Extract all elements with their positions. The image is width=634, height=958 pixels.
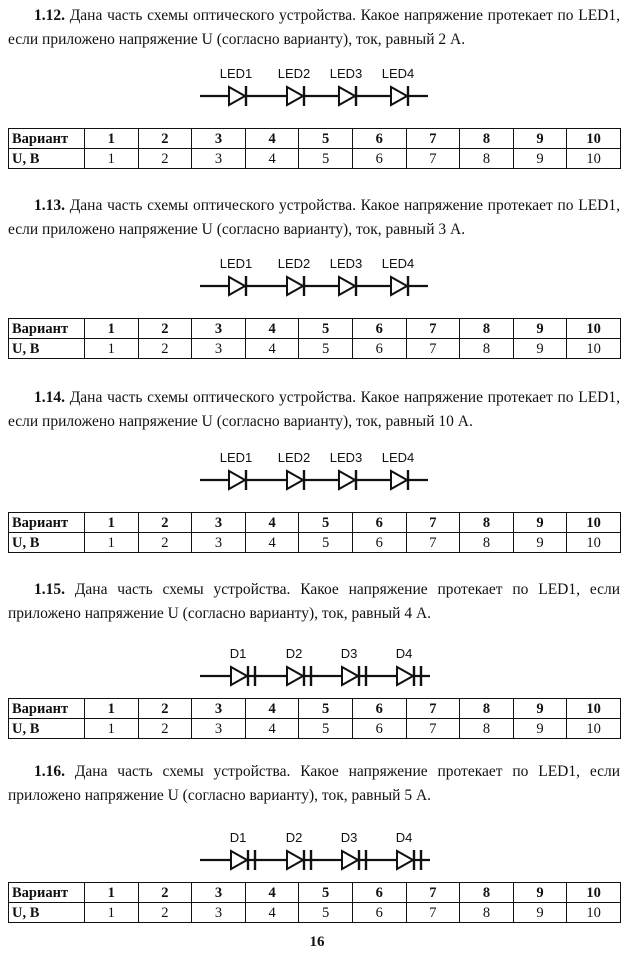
led-symbol [339,86,356,106]
problem-number: 1.12. [34,7,65,24]
component-label: LED1 [219,256,253,271]
voltage-cell: 6 [352,339,406,359]
voltage-cell: 3 [192,719,246,739]
voltage-row [9,149,621,169]
variant-header-label: Вариант [9,883,85,903]
voltage-cell: 7 [406,339,460,359]
problem-statement: Дана часть схемы оптического устройства. Какое напряжение протекает по LED1, если приложено напряжение U (согласно варианту), ток, равный 2 А. [8,7,620,48]
component-label: LED1 [219,66,253,81]
variant-cell: 2 [138,129,192,149]
voltage-cell: 2 [138,149,192,169]
voltage-row [9,903,621,923]
variant-cell: 4 [245,513,299,533]
diode-triangle [287,87,303,105]
variant-cell: 3 [192,883,246,903]
diode-triangle [231,667,247,685]
variant-cell: 6 [352,129,406,149]
circuit-svg [0,822,634,872]
voltage-cell: 3 [192,903,246,923]
problem-text [8,4,620,52]
component-label: D3 [340,830,358,845]
circuit-svg [0,58,634,108]
voltage-row-label: U, В [9,533,85,553]
variant-cell: 4 [245,883,299,903]
voltage-cell: 8 [460,719,514,739]
variant-cell: 8 [460,129,514,149]
problem-statement: Дана часть схемы устройства. Какое напряжение протекает по LED1, если приложено напряжение U (согласно варианту), ток, равный 4 А. [8,581,620,622]
voltage-cell: 6 [352,533,406,553]
circuit-diagram [0,248,634,298]
voltage-cell: 7 [406,533,460,553]
led-symbol [287,470,304,490]
variant-cell: 6 [352,699,406,719]
variant-cell: 5 [299,129,353,149]
diode-triangle [287,277,303,295]
component-label: LED1 [219,450,253,465]
voltage-row [9,533,621,553]
variant-cell: 5 [299,319,353,339]
variant-cell: 4 [245,129,299,149]
variant-cell: 10 [567,513,621,533]
voltage-cell: 2 [138,719,192,739]
voltage-cell: 1 [85,719,139,739]
voltage-cell: 5 [299,719,353,739]
variant-cell: 10 [567,129,621,149]
voltage-cell: 6 [352,903,406,923]
voltage-cell: 3 [192,149,246,169]
voltage-cell: 1 [85,533,139,553]
diode-triangle [229,87,245,105]
diode-triangle [391,277,407,295]
diode-triangle [342,667,358,685]
variant-cell: 10 [567,319,621,339]
circuit-diagram [0,822,634,872]
variant-cell: 5 [299,699,353,719]
led-symbol [339,470,356,490]
diode-triangle [342,851,358,869]
component-label: D3 [340,646,358,661]
voltage-row [9,719,621,739]
led-symbol [391,276,408,296]
voltage-cell: 2 [138,339,192,359]
variant-cell: 1 [85,883,139,903]
component-label: LED4 [381,450,415,465]
voltage-cell: 7 [406,903,460,923]
variant-cell: 10 [567,883,621,903]
circuit-diagram [0,442,634,492]
variant-cell: 9 [513,883,567,903]
problem-statement: Дана часть схемы устройства. Какое напряжение протекает по LED1, если приложено напряжение U (согласно варианту), ток, равный 5 А. [8,763,620,804]
problem-text [8,386,620,434]
page-number: 16 [309,934,325,950]
variant-cell: 7 [406,513,460,533]
variant-header-label: Вариант [9,129,85,149]
variant-cell: 4 [245,319,299,339]
voltage-cell: 7 [406,719,460,739]
voltage-cell: 1 [85,149,139,169]
voltage-cell: 10 [567,903,621,923]
led-symbol [229,470,246,490]
component-label: D4 [395,830,413,845]
variant-cell: 6 [352,883,406,903]
diode-triangle [397,851,413,869]
diode-triangle [339,277,355,295]
problem-number: 1.14. [34,389,65,406]
diode-triangle [339,471,355,489]
component-label: LED2 [277,256,311,271]
voltage-cell: 3 [192,339,246,359]
variant-cell: 2 [138,883,192,903]
voltage-cell: 9 [513,533,567,553]
diode-triangle [391,87,407,105]
led-symbol [287,276,304,296]
problem-number: 1.15. [34,581,65,598]
voltage-cell: 5 [299,533,353,553]
voltage-cell: 5 [299,149,353,169]
component-label: LED2 [277,450,311,465]
voltage-cell: 2 [138,903,192,923]
voltage-row-label: U, В [9,903,85,923]
variant-cell: 8 [460,699,514,719]
problem-text [8,760,620,808]
led-symbol [391,86,408,106]
variant-cell: 9 [513,699,567,719]
diode-triangle [231,851,247,869]
diode-triangle [391,471,407,489]
component-label: LED4 [381,256,415,271]
circuit-svg [0,248,634,298]
variant-header-label: Вариант [9,319,85,339]
component-label: LED3 [329,66,363,81]
problem-number: 1.13. [34,197,65,214]
variant-cell: 7 [406,883,460,903]
variant-table [8,698,621,739]
voltage-cell: 5 [299,903,353,923]
component-label: D1 [229,830,247,845]
voltage-cell: 10 [567,149,621,169]
led-symbol [287,86,304,106]
circuit-svg [0,442,634,492]
voltage-cell: 8 [460,149,514,169]
variant-header-row [9,129,621,149]
component-label: D4 [395,646,413,661]
voltage-cell: 6 [352,719,406,739]
variant-header-row [9,513,621,533]
component-label: LED3 [329,450,363,465]
variant-cell: 6 [352,319,406,339]
variant-table [8,882,621,923]
diode-triangle [339,87,355,105]
voltage-row-label: U, В [9,339,85,359]
variant-header-label: Вариант [9,699,85,719]
led-symbol [229,276,246,296]
variant-cell: 4 [245,699,299,719]
variant-cell: 7 [406,319,460,339]
variant-cell: 2 [138,513,192,533]
variant-table [8,128,621,169]
voltage-cell: 9 [513,903,567,923]
variant-cell: 8 [460,319,514,339]
variant-cell: 3 [192,129,246,149]
variant-cell: 8 [460,883,514,903]
voltage-cell: 8 [460,533,514,553]
voltage-cell: 7 [406,149,460,169]
variant-header-row [9,699,621,719]
circuit-diagram [0,638,634,688]
diode-triangle [397,667,413,685]
variant-cell: 3 [192,513,246,533]
problem-statement: Дана часть схемы оптического устройства. Какое напряжение протекает по LED1, если приложено напряжение U (согласно варианту), ток, равный 10 А. [8,389,620,430]
voltage-cell: 8 [460,903,514,923]
led-symbol [391,470,408,490]
variant-cell: 9 [513,513,567,533]
voltage-cell: 8 [460,339,514,359]
variant-cell: 1 [85,699,139,719]
component-label: LED4 [381,66,415,81]
variant-header-label: Вариант [9,513,85,533]
voltage-cell: 9 [513,149,567,169]
diode-triangle [287,667,303,685]
voltage-cell: 10 [567,533,621,553]
variant-cell: 2 [138,319,192,339]
voltage-cell: 9 [513,719,567,739]
voltage-cell: 1 [85,903,139,923]
problem-number: 1.16. [34,763,65,780]
variant-cell: 1 [85,513,139,533]
variant-cell: 10 [567,699,621,719]
voltage-cell: 4 [245,339,299,359]
diode-triangle [229,471,245,489]
voltage-cell: 2 [138,533,192,553]
component-label: D2 [285,646,303,661]
component-label: D2 [285,830,303,845]
variant-table [8,512,621,553]
variant-cell: 7 [406,699,460,719]
voltage-cell: 10 [567,339,621,359]
voltage-cell: 3 [192,533,246,553]
voltage-cell: 4 [245,719,299,739]
variant-cell: 5 [299,883,353,903]
voltage-cell: 4 [245,903,299,923]
variant-cell: 1 [85,129,139,149]
variant-cell: 2 [138,699,192,719]
variant-cell: 6 [352,513,406,533]
variant-cell: 3 [192,319,246,339]
variant-cell: 1 [85,319,139,339]
variant-cell: 9 [513,319,567,339]
problem-text [8,194,620,242]
diode-triangle [229,277,245,295]
variant-table [8,318,621,359]
voltage-row-label: U, В [9,149,85,169]
circuit-svg [0,638,634,688]
diode-triangle [287,851,303,869]
variant-header-row [9,319,621,339]
variant-cell: 8 [460,513,514,533]
variant-header-row [9,883,621,903]
problem-statement: Дана часть схемы оптического устройства. Какое напряжение протекает по LED1, если приложено напряжение U (согласно варианту), ток, равный 3 А. [8,197,620,238]
component-label: LED2 [277,66,311,81]
voltage-cell: 6 [352,149,406,169]
component-label: D1 [229,646,247,661]
voltage-cell: 4 [245,149,299,169]
variant-cell: 7 [406,129,460,149]
voltage-row [9,339,621,359]
circuit-diagram [0,58,634,108]
voltage-cell: 9 [513,339,567,359]
variant-cell: 3 [192,699,246,719]
voltage-cell: 1 [85,339,139,359]
voltage-cell: 5 [299,339,353,359]
diode-triangle [287,471,303,489]
variant-cell: 9 [513,129,567,149]
led-symbol [339,276,356,296]
problem-text [8,578,620,626]
voltage-row-label: U, В [9,719,85,739]
voltage-cell: 10 [567,719,621,739]
voltage-cell: 4 [245,533,299,553]
variant-cell: 5 [299,513,353,533]
component-label: LED3 [329,256,363,271]
led-symbol [229,86,246,106]
